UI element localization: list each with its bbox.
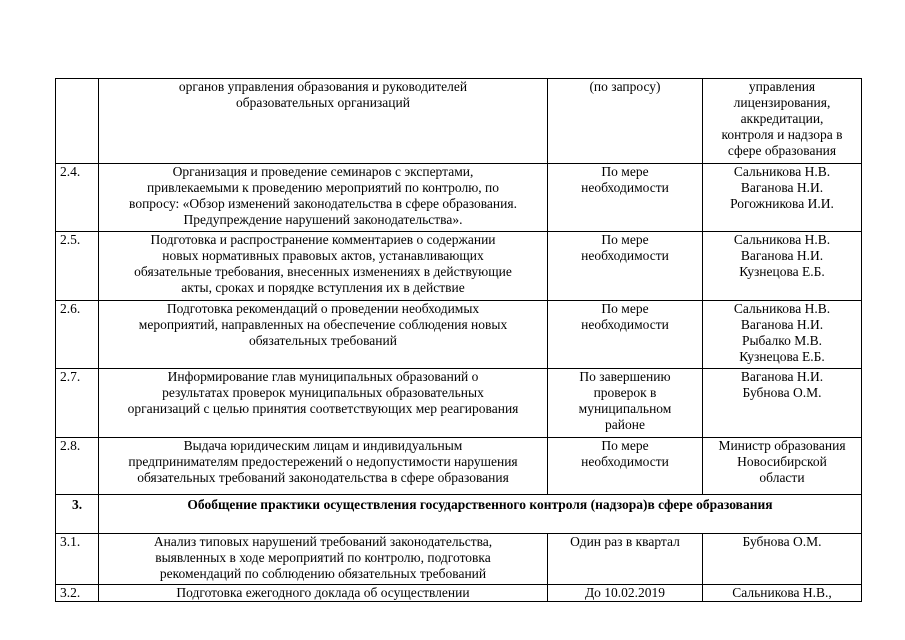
term-line: необходимости xyxy=(581,248,669,263)
row-number: 2.7. xyxy=(56,369,99,438)
row-responsible xyxy=(703,79,862,164)
resp-line: Бубнова О.М. xyxy=(742,385,822,400)
desc-line: обязательных требований законодательства в сфере образования xyxy=(137,470,509,485)
row-description xyxy=(99,585,548,602)
desc-line: Подготовка рекомендаций о проведении необходимых xyxy=(166,301,480,316)
term-line: (по запросу) xyxy=(589,79,661,94)
desc-line: привлекаемыми к проведению мероприятий по контролю, по xyxy=(146,180,500,195)
term-line: муниципальном xyxy=(578,401,672,416)
resp-line: Ваганова Н.И. xyxy=(740,317,824,332)
row-number: 2.4. xyxy=(56,164,99,232)
plan-table-body xyxy=(56,79,862,602)
term-line: проверок в xyxy=(593,385,657,400)
resp-line: сфере образования xyxy=(727,143,837,158)
resp-line: Сальникова Н.В. xyxy=(733,232,831,247)
resp-line: Сальникова Н.В. xyxy=(733,301,831,316)
row-number: 3.2. xyxy=(56,585,99,602)
desc-line: предпринимателям предостережений о недопустимости нарушения xyxy=(128,454,518,469)
desc-line: органов управления образования и руководителей xyxy=(178,79,468,94)
resp-line: управления xyxy=(748,79,816,94)
term-line: районе xyxy=(605,417,645,432)
row-description xyxy=(99,438,548,495)
row-number: 2.5. xyxy=(56,232,99,301)
section-number: 3. xyxy=(56,495,99,534)
row-responsible xyxy=(703,232,862,301)
desc-line: Информирование глав муниципальных образований о xyxy=(167,369,479,384)
resp-line: Бубнова О.М. xyxy=(742,534,822,549)
plan-table xyxy=(55,78,862,602)
table-row xyxy=(56,369,862,438)
desc-line: Выдача юридическим лицам и индивидуальным xyxy=(183,438,463,453)
desc-line: Организация и проведение семинаров с экспертами, xyxy=(172,164,474,179)
row-description xyxy=(99,79,548,164)
row-term xyxy=(548,534,703,585)
row-description xyxy=(99,164,548,232)
row-term xyxy=(548,232,703,301)
row-description xyxy=(99,232,548,301)
desc-line: акты, сроках и порядке вступления их в действие xyxy=(181,280,465,295)
desc-line: Предупреждение нарушений законодательства». xyxy=(183,212,463,227)
term-line: По мере xyxy=(601,164,649,179)
table-row xyxy=(56,301,862,369)
resp-line: Ваганова Н.И. xyxy=(740,248,824,263)
resp-line: области xyxy=(759,470,805,485)
row-term xyxy=(548,585,703,602)
term-line: До 10.02.2019 xyxy=(584,585,666,600)
resp-line: аккредитации, xyxy=(740,111,824,126)
desc-line: образовательных организаций xyxy=(236,95,410,110)
desc-line: Подготовка и распространение комментариев о содержании xyxy=(150,232,496,247)
row-responsible xyxy=(703,534,862,585)
row-number xyxy=(56,79,99,164)
desc-line: обязательных требований xyxy=(249,333,397,348)
table-row xyxy=(56,164,862,232)
table-row xyxy=(56,585,862,602)
row-number: 2.8. xyxy=(56,438,99,495)
desc-line: выявленных в ходе мероприятий по контролю, подготовка xyxy=(155,550,491,565)
desc-line: Подготовка ежегодного доклада об осуществлении xyxy=(176,585,470,600)
resp-line: контроля и надзора в xyxy=(721,127,843,142)
resp-line: лицензирования, xyxy=(733,95,831,110)
row-responsible xyxy=(703,369,862,438)
resp-line: Кузнецова Е.Б. xyxy=(739,264,825,279)
resp-line: Новосибирской xyxy=(737,454,827,469)
row-responsible xyxy=(703,301,862,369)
row-description xyxy=(99,369,548,438)
row-description xyxy=(99,301,548,369)
desc-line: вопросу: «Обзор изменений законодательства в сфере образования. xyxy=(129,196,517,211)
row-responsible xyxy=(703,164,862,232)
resp-line: Рогожникова И.И. xyxy=(730,196,834,211)
resp-line: Кузнецова Е.Б. xyxy=(739,349,825,364)
term-line: По мере xyxy=(601,301,649,316)
desc-line: результатах проверок муниципальных образовательных xyxy=(162,385,484,400)
row-number: 3.1. xyxy=(56,534,99,585)
resp-line: Ваганова Н.И. xyxy=(740,180,824,195)
row-term xyxy=(548,301,703,369)
table-row xyxy=(56,438,862,495)
resp-line: Сальникова Н.В. xyxy=(733,164,831,179)
row-number: 2.6. xyxy=(56,301,99,369)
row-responsible xyxy=(703,585,862,602)
desc-line: мероприятий, направленных на обеспечение соблюдения новых xyxy=(138,317,508,332)
section-title: Обобщение практики осуществления государственного контроля (надзора)в сфере образования xyxy=(99,495,862,534)
table-row xyxy=(56,79,862,164)
row-term xyxy=(548,438,703,495)
desc-line: обязательные требования, внесенных изменениях в действующие xyxy=(134,264,512,279)
resp-line: Сальникова Н.В., xyxy=(732,585,832,600)
term-line: необходимости xyxy=(581,454,669,469)
term-line: необходимости xyxy=(581,317,669,332)
row-term xyxy=(548,79,703,164)
row-term xyxy=(548,369,703,438)
row-term xyxy=(548,164,703,232)
desc-line: организаций с целью принятия соответствующих мер реагирования xyxy=(127,401,519,416)
resp-line: Министр образования xyxy=(718,438,846,453)
term-line: Один раз в квартал xyxy=(570,534,680,549)
term-line: По завершению xyxy=(579,369,671,384)
section-row xyxy=(56,495,862,534)
row-description xyxy=(99,534,548,585)
term-line: По мере xyxy=(601,232,649,247)
term-line: необходимости xyxy=(581,180,669,195)
term-line: По мере xyxy=(601,438,649,453)
resp-line: Ваганова Н.И. xyxy=(740,369,824,384)
resp-line: Рыбалко М.В. xyxy=(741,333,823,348)
table-row xyxy=(56,232,862,301)
desc-line: Анализ типовых нарушений требований законодательства, xyxy=(153,534,493,549)
desc-line: новых нормативных правовых актов, устанавливающих xyxy=(162,248,484,263)
table-row xyxy=(56,534,862,585)
row-responsible xyxy=(703,438,862,495)
desc-line: рекомендаций по соблюдению обязательных требований xyxy=(159,566,487,581)
